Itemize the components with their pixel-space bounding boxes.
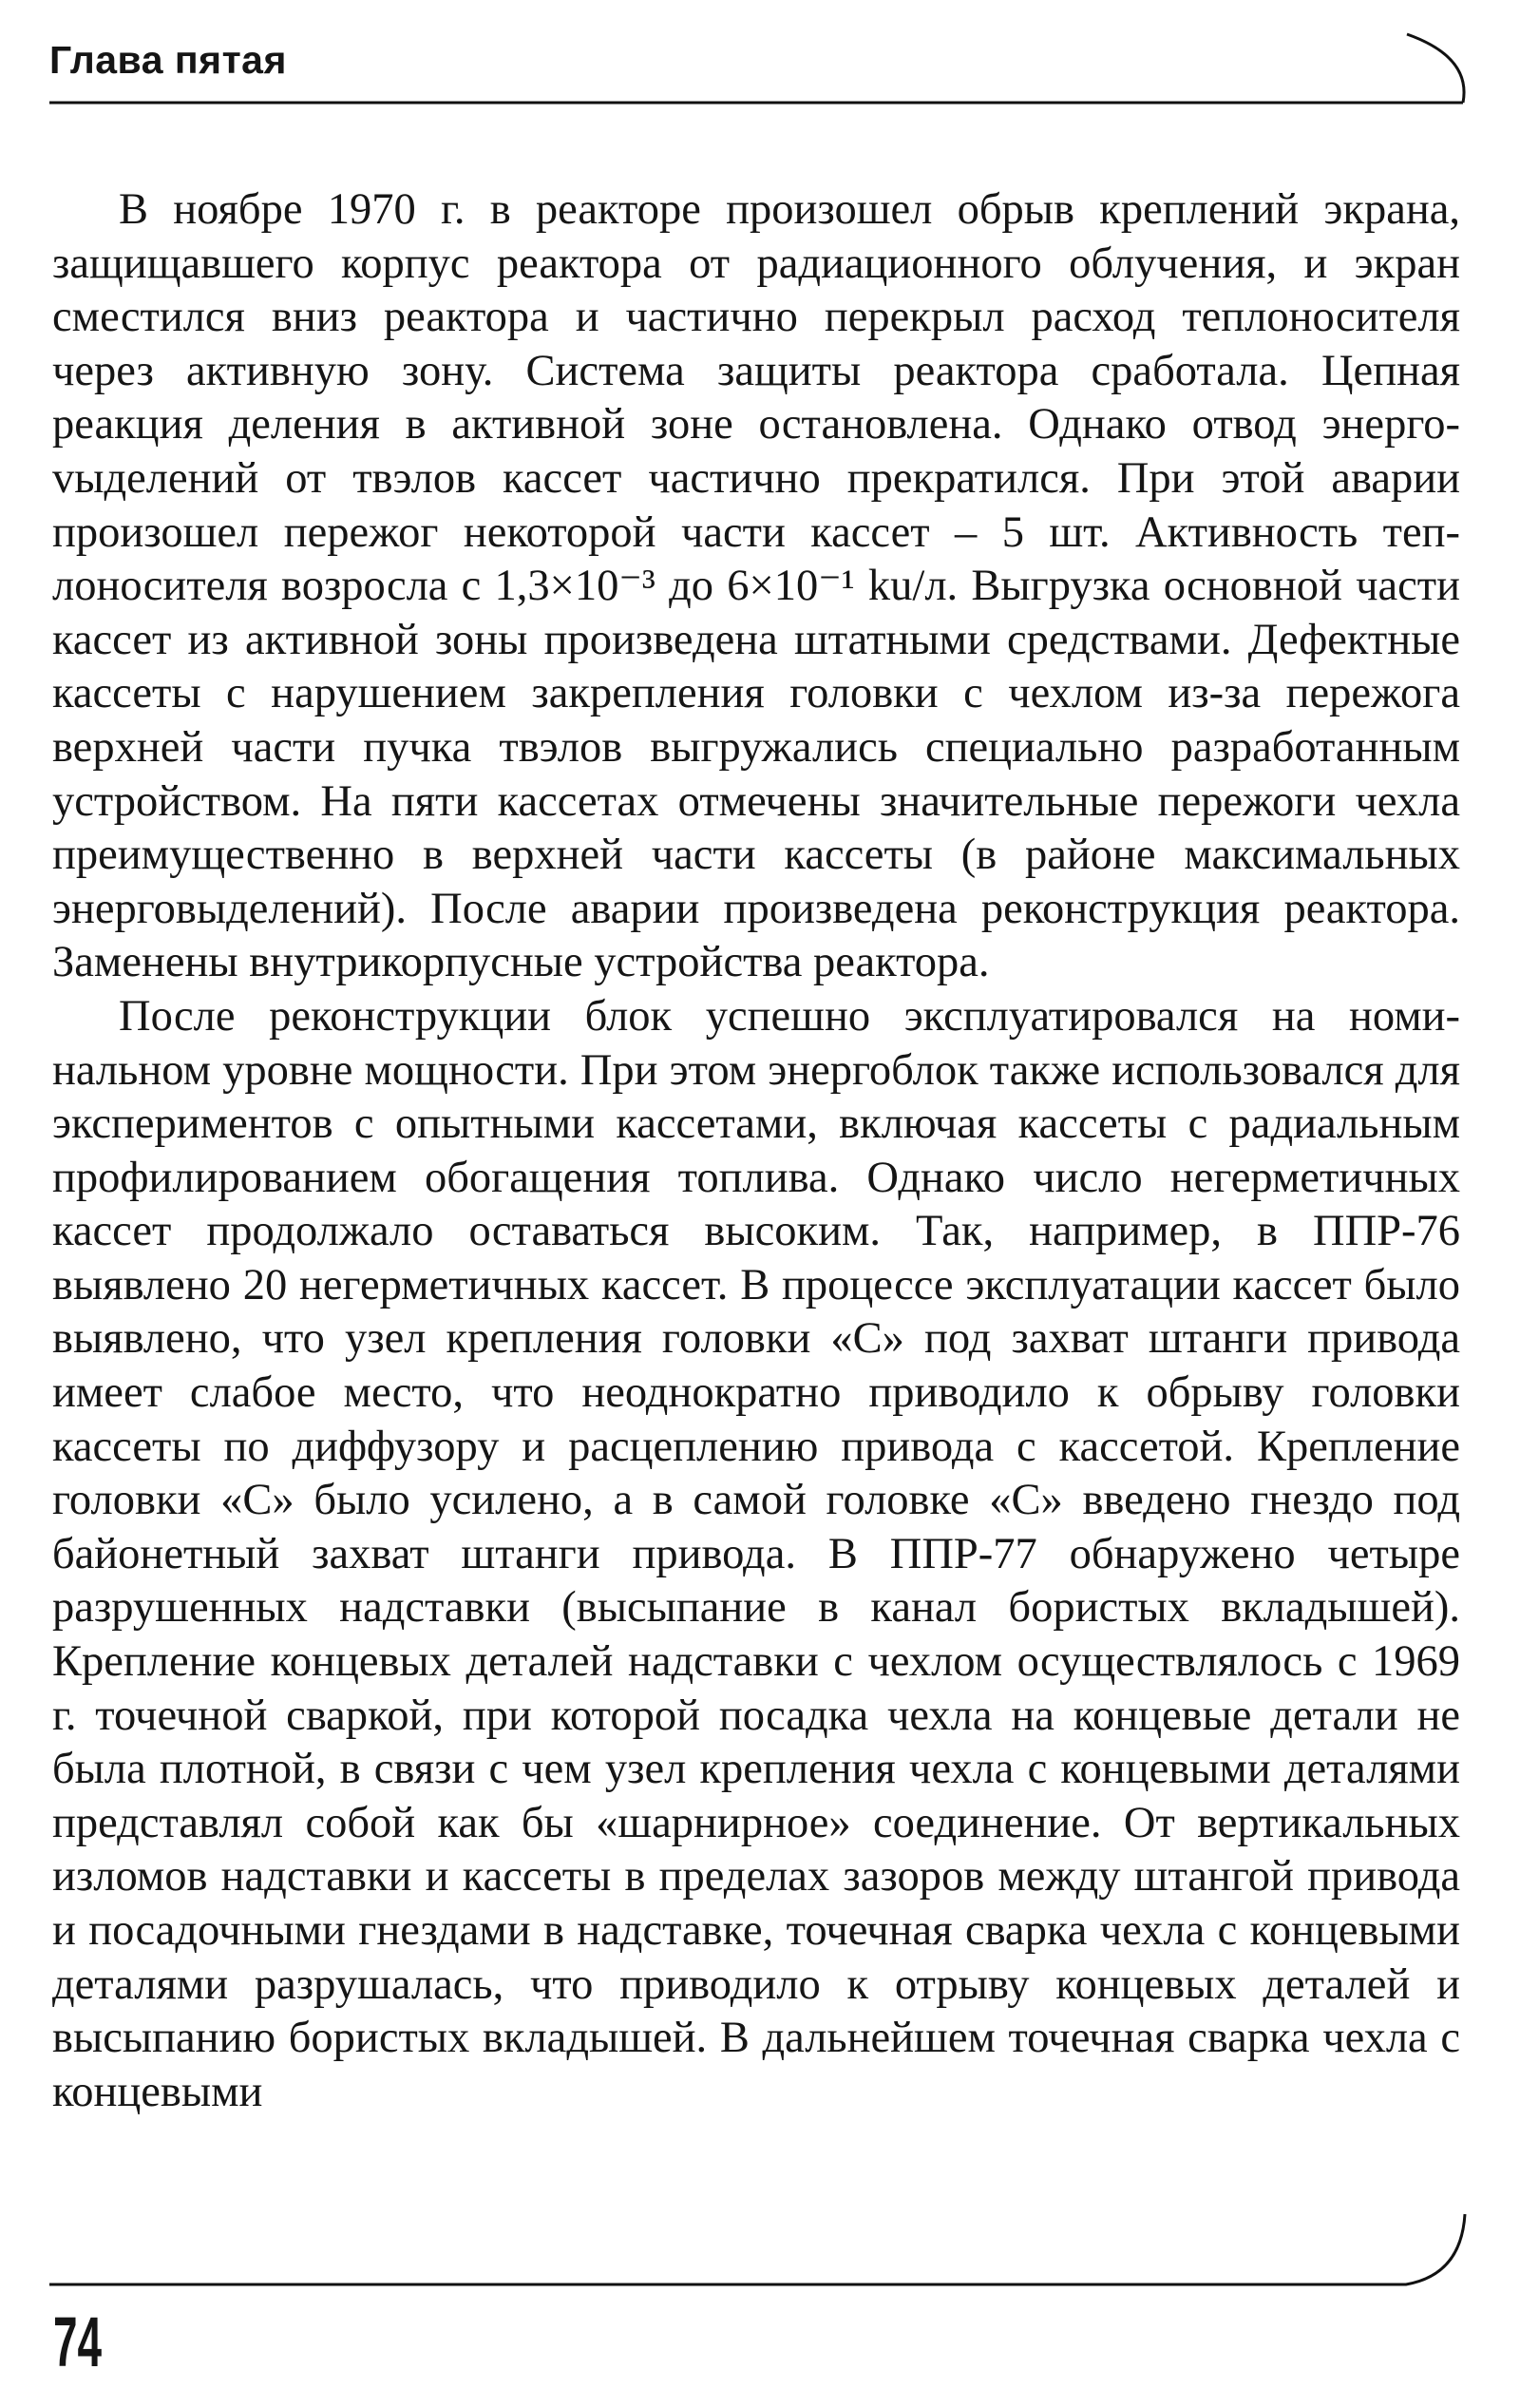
- header-rule: [49, 34, 1464, 103]
- footer-rule: [49, 2214, 1465, 2284]
- chapter-header: Глава пятая: [49, 38, 287, 82]
- paragraph-2: После реконструкции блок успешно эксплуатировался на номинальном уровне мощности. При этом энергоблок также использовался для экспериментов с опытными кассетами, включая кассеты с радиальным профилированием обогащения топлива. Однако число негерметичных кассет продолжало оставаться высоким. Так, например, в ППР-76 выявлено 20 негерметичных кассет. В процессе эксплуатации кассет было выявлено, что узел крепления головки «С» под захват штанги привода имеет слабое место, что неоднократно приводило к обрыву головки кассеты по диффузору и расцеплению привода с кассетой. Крепление головки «С» было усилено, а в самой головке «С» введено гнездо под байонетный захват штанги привода. В ППР-77 обнаружено четыре разрушенных надставки (высыпание в канал бористых вкладышей). Крепление концевых деталей надставки с чехлом осуществлялось с 1969 г. точечной сваркой, при которой посадка чехла на концевые детали не была плотной, в связи с чем узел крепления чехла с концевыми деталями представлял собой как бы «шарнирное» соединение. От вертикальных изломов надставки и кассеты в пределах зазоров между штангой привода и посадочными гнездами в надставке, точечная сварка чехла с концевыми деталями разрушалась, что приводило к отрыву концевых деталей и высыпанию бористых вкладышей. В дальнейшем точечная сварка чехла с концевыми: [52, 991, 1460, 2116]
- body-text: [52, 183, 1460, 2119]
- paragraph-1: В ноябре 1970 г. в реакторе произошел обрыв креплений экрана, защищавшего корпус реактора от радиационного облучения, и экран сместился вниз реактора и частично перекрыл расход теплоносителя через активную зону. Система защиты реактора сработала. Цепная реакция деления в активной зоне остановлена. Однако отвод энергоvыделений от твэлов кассет частично прекратился. При этой аварии произошел пережог некоторой части кассет – 5 шт. Активность теплоносителя возросла с 1,3×10⁻³ до 6×10⁻¹ ku/л. Выгрузка основной части кассет из активной зоны произведена штатными средствами. Дефектные кассеты с нарушением закрепления головки с чехлом из-за пережога верхней части пучка твэлов выгружались специально разработанным устройством. На пяти кассетах отмечены значительные пережоги чехла преимущественно в верхней части кассеты (в районе максимальных энерговыделений). После аварии произведена реконструкция реактора. Заменены внутрикорпусные устройства реактора.: [52, 185, 1460, 987]
- page-number: 74: [53, 2303, 103, 2381]
